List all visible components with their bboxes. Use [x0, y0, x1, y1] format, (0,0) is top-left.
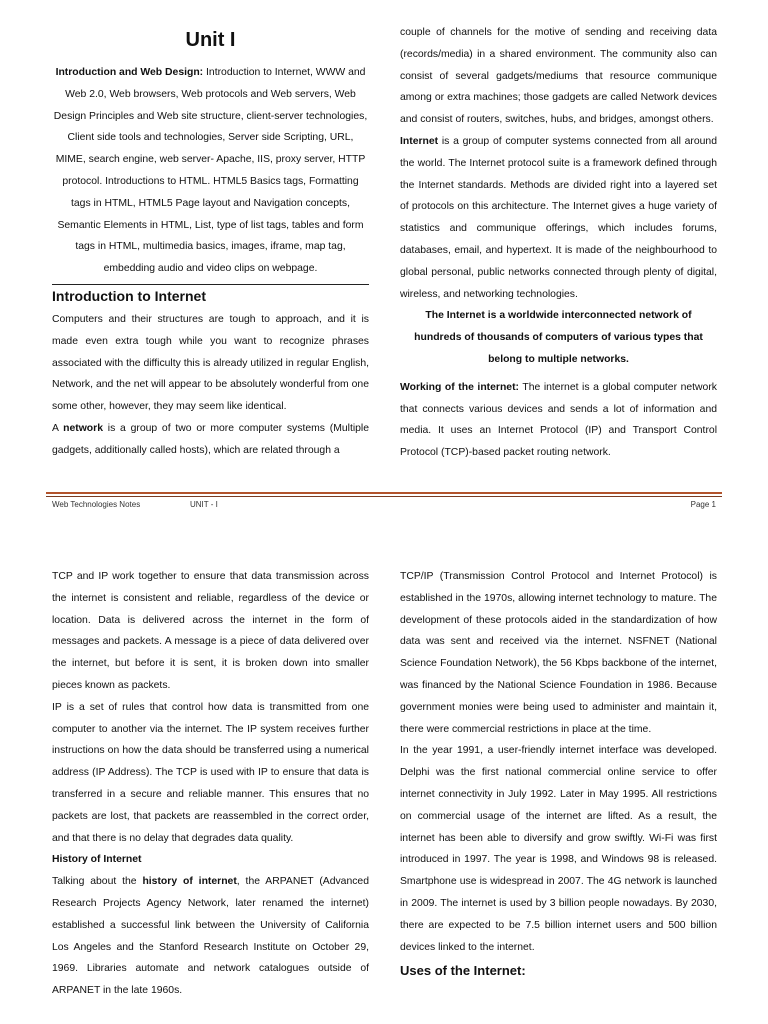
history-term: history of internet [142, 876, 237, 888]
page-2 [0, 566, 768, 1024]
network-term: network [63, 422, 103, 434]
paragraph-ip: IP is a set of rules that control how data is transmitted from one computer to another via the internet. The IP system receives further instructions on how the data should be transferred using a numerical address (IP Address). The TCP is used with IP to ensure that data is transferred in a secure and reliable manner. This ensures that no packets are lost, that packets are reassembled in the correct order, and that there is no delay that degrades data quality. [52, 701, 369, 844]
page1-right-column [400, 22, 717, 464]
intro-label: Introduction and Web Design: [55, 67, 204, 78]
intro-text: Introduction to Internet, WWW and Web 2.0, Web browsers, Web protocols and Web servers, Web Design Principles and Web site structure, client-server technologies, Client side tools and technologies, Server side Scripting, URL, MIME, search engine, web server- Apache, IIS, proxy server, HTTP protocol. Introductions to HTML. HTML5 Basics tags, Formatting tags in HTML, HTML5 Page layout and Navigation concepts, Semantic Elements in HTML, List, type of list tags, tables and form tags in HTML, multimedia basics, images, iframe, map tag, embedding audio and video clips on webpage. [53, 67, 368, 275]
heading-uses-of-internet: Uses of the Internet: [400, 963, 526, 979]
history-rest: , the ARPANET (Advanced Research Projects Agency Network, later renamed the internet) established a successful link between the University of California Los Angeles and the Stanford Research Institute on October 29, 1969. Libraries automate and network catalogues outside of ARPANET in the late 1960s. [52, 876, 369, 997]
working-text: The internet is a global computer network that connects various devices and sends a lot of information and media. It uses an Internet Protocol (IP) and Transport Control Protocol (TCP)-based packet routing network. [400, 381, 717, 459]
footer-unit: UNIT - I [190, 500, 218, 509]
page-title: Unit I [185, 29, 236, 51]
history-prefix: Talking about the [52, 876, 143, 888]
footer-page-number: Page 1 [690, 500, 716, 509]
paragraph-computers: Computers and their structures are tough to approach, and it is made even extra tough while you want to recognize phrases associated with the difficulty this is already utilized in regular English, Network, and the net will appear to be absolutely wonderful from one some other, however, they may seem like identical. [52, 313, 369, 413]
paragraph-tcp-ip-history: TCP/IP (Transmission Control Protocol and Internet Protocol) is established in the 1970s, allowing internet technology to mature. The development of these protocols aided in the standardization of how data was sent and received via the internet. NSFNET (National Science Foundation Network), the 56 Kbps backbone of the internet, was financed by the National Science Foundation in 1986. Because government monies were being used to administer and maintain it, there were commercial restrictions in place at the time. [400, 571, 717, 735]
footer-divider [46, 492, 722, 494]
page2-left-column [52, 566, 369, 1002]
intro-paragraph [52, 62, 369, 280]
callout-internet-definition: The Internet is a worldwide interconnected network of hundreds of thousands of computers of various types that belong to multiple networks. [414, 310, 703, 365]
paragraph-1991: In the year 1991, a user-friendly internet interface was developed. Delphi was the first national commercial online service to offer internet connectivity in July 1992. Later in May 1995. All restrictions on commercial usage of the internet are lifted. As a result, the internet has been able to diversify and grow swiftly. Wi-Fi was first introduced in 1997. The year is 1998, and Windows 98 is released. Smartphone use is widespread in 2007. The 4G network is launched in 2009. The internet is used by 3 billion people nowadays. By 2030, there are expected to be 7.5 billion internet users and 500 billion devices linked to the internet. [400, 745, 717, 953]
paragraph-internet [400, 131, 717, 305]
internet-term: Internet [400, 135, 439, 147]
working-label: Working of the internet: [400, 381, 519, 393]
paragraph-working [400, 377, 717, 464]
paragraph-network [52, 418, 369, 462]
paragraph-history [52, 871, 369, 1002]
internet-rest: is a group of computer systems connected from all around the world. The Internet protocol suite is a framework defined through the Internet standards. Methods are divided right into a layered set of protocols on this architecture. The Internet gives a huge variety of statistics and communique offerings, which includes forums, databases, email, and hypertext. It is made of the neighbourhood to global personal, public networks connected through plenty of digital, wireless, and networking technologies. [400, 135, 717, 300]
heading-history-of-internet: History of Internet [52, 854, 142, 866]
paragraph-tcp-ip: TCP and IP work together to ensure that data transmission across the internet is consistent and reliable, regardless of the device or location. Data is delivered across the internet in the form of messages and packets. A message is a piece of data delivered over the internet, but before it is sent, it is broken down into smaller pieces known as packets. [52, 571, 369, 691]
network-prefix: A [52, 422, 64, 434]
network-rest: is a group of two or more computer systems (Multiple gadgets, additionally called hosts), which are related through a [52, 422, 370, 456]
footer-left: Web Technologies Notes [52, 500, 141, 509]
heading-introduction-to-internet: Introduction to Internet [52, 284, 369, 307]
paragraph-channels: couple of channels for the motive of sending and receiving data (records/media) in a shared environment. The community also can consist of several gadgets/mediums that resource communique among or extra machines; those gadgets are called Network devices and consist of routers, switches, hubs, and bridges, amongst others. [400, 27, 717, 126]
page2-right-column [400, 566, 717, 982]
footer-divider-thin [46, 496, 722, 497]
page1-left-column [52, 26, 369, 462]
